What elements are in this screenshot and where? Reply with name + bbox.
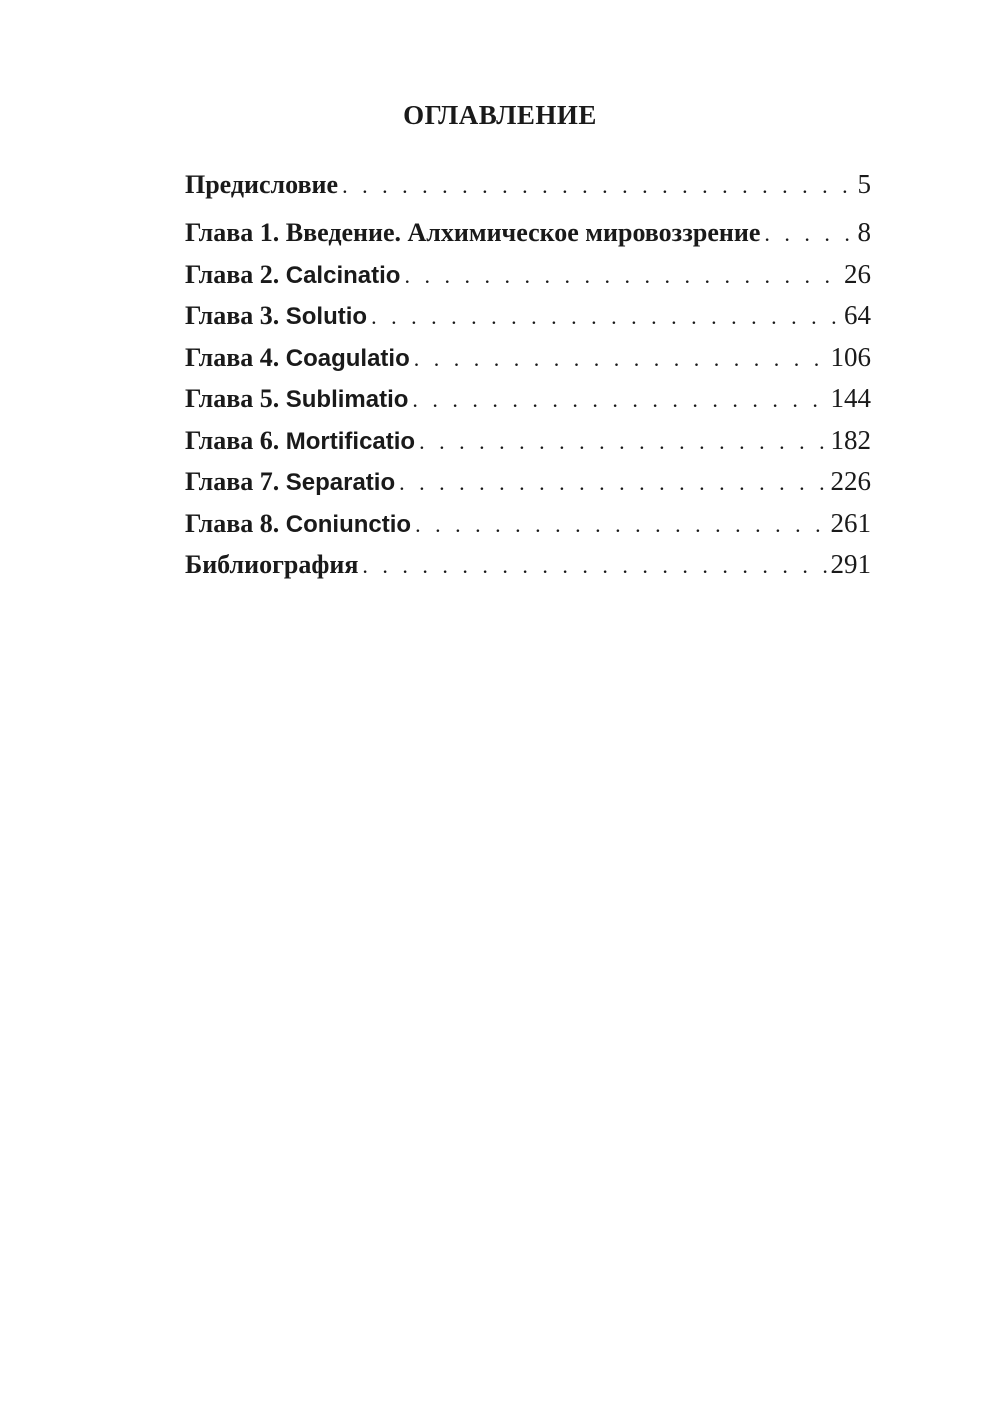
toc-entry-label [185,378,408,421]
toc-entry-prefix: Глава 4. [185,342,286,372]
toc-entry-name: Введение. Алхимическое мировоззрение [285,218,761,247]
toc-leader-dots [419,421,826,463]
toc-entry-prefix: Глава 7. [185,467,286,496]
toc-leader-dots [371,296,840,338]
toc-entry-chapter-4[interactable] [185,337,871,379]
toc-entry-name: Sublimatio [285,386,409,413]
toc-entry-label [185,337,410,380]
toc-entry-chapter-5[interactable] [185,378,871,420]
toc-leader-dots [342,165,853,207]
toc-entry-label [185,461,395,504]
toc-entry-label [185,503,411,546]
toc-leader-dots [415,504,826,546]
toc-entry-prefix: Глава 8. [185,508,286,538]
toc-entry-label [185,544,358,586]
toc-entry-chapter-6[interactable] [185,420,871,462]
toc-leader-dots [412,379,826,421]
toc-entry-name: Calcinatio [285,261,401,289]
toc-entry-name: Coniunctio [285,510,412,538]
toc-entry-chapter-1[interactable] [185,212,871,254]
toc-entry-page: 5 [857,169,871,199]
toc-entry-prefix: Предисловие [185,170,339,199]
toc-entry-chapter-3[interactable] [185,295,871,337]
toc-entry-label [185,164,338,206]
toc-entry-label [185,254,400,297]
toc-entry-chapter-2[interactable] [185,254,871,296]
toc-entry-name: Mortificatio [285,427,416,455]
toc-leader-dots [399,462,826,504]
toc-entry-page: 182 [830,424,871,455]
toc-entry-page: 106 [830,341,871,372]
toc-list [185,164,871,586]
toc-entry-prefix: Глава 3. [185,301,286,330]
toc-entry-page: 144 [830,383,871,413]
toc-entry-page: 64 [844,300,871,330]
toc-entry-preface[interactable] [185,164,871,212]
toc-leader-dots [404,255,840,297]
toc-title: ОГЛАВЛЕНИЕ [403,100,597,130]
toc-entry-name: Coagulatio [285,344,410,372]
toc-entry-bibliography[interactable] [185,544,871,586]
toc-entry-label [185,420,415,463]
toc-leader-dots [414,338,827,380]
toc-entry-prefix: Глава 2. [185,259,286,289]
toc-entry-page: 291 [830,549,871,579]
toc-leader-dots [362,545,826,587]
toc-entry-page: 26 [844,258,871,289]
toc-entry-prefix: Глава 5. [185,384,286,413]
toc-entry-page: 261 [830,507,871,538]
toc-entry-name: Separatio [285,469,396,496]
toc-entry-chapter-7[interactable] [185,461,871,503]
toc-entry-chapter-8[interactable] [185,503,871,545]
toc-entry-label [185,212,760,254]
toc-entry-label [185,295,367,338]
toc-entry-name: Solutio [285,303,368,330]
toc-entry-page: 8 [857,217,871,247]
toc-leader-dots [764,213,853,255]
toc-entry-page: 226 [830,466,871,496]
toc-entry-prefix: Библиография [185,550,359,579]
toc-entry-prefix: Глава 6. [185,425,286,455]
toc-entry-prefix: Глава 1. [185,218,286,247]
